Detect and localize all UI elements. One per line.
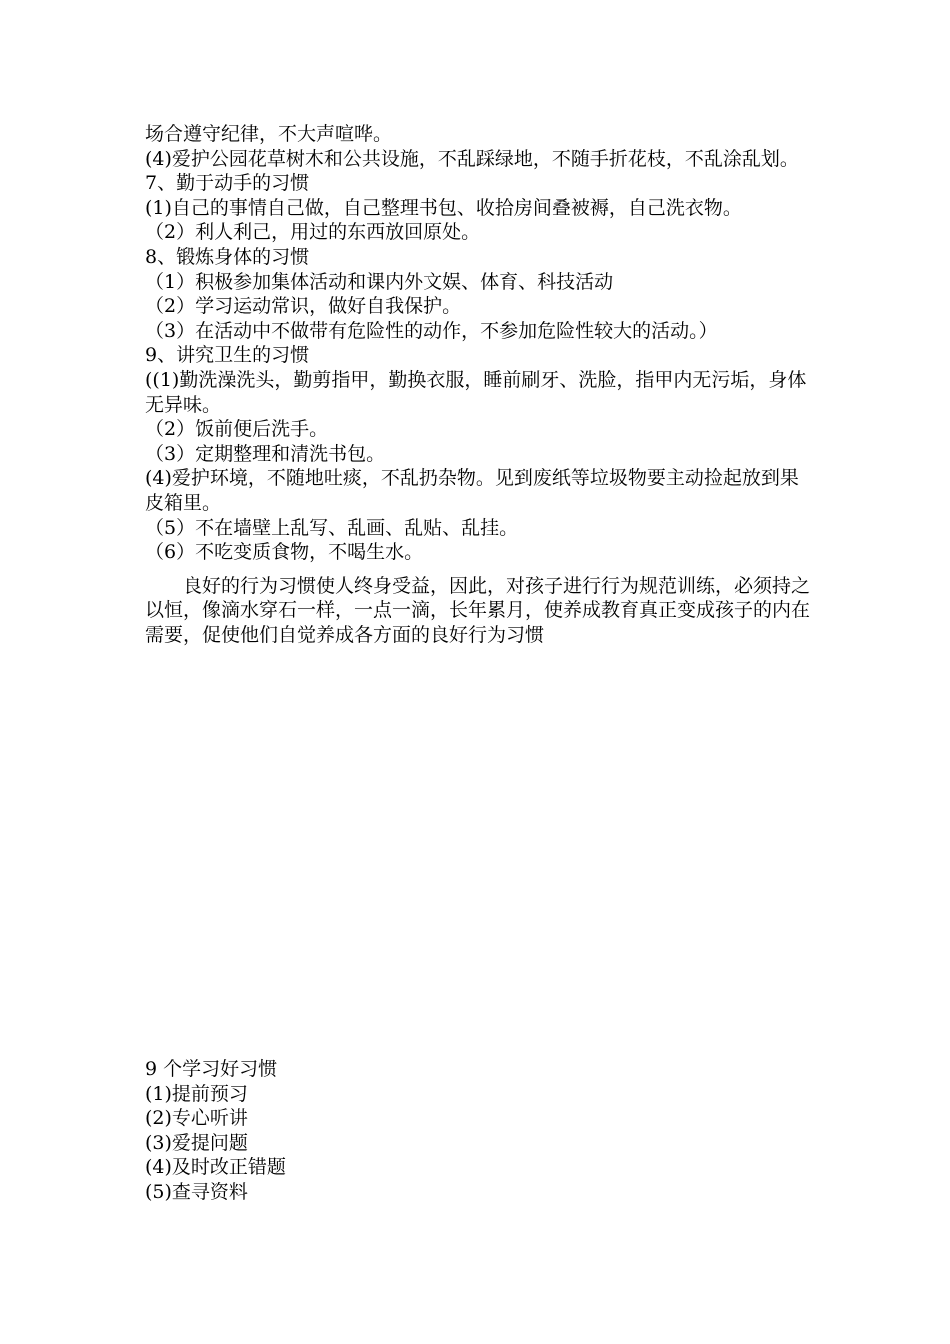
closing-paragraph: 良好的行为习惯使人终身受益，因此，对孩子进行行为规范训练，必须持之以恒，像滴水穿石一样，一点一滴，长年累月，使养成教育真正变成孩子的内在需要，促使他们自觉养成各方面的良好行为习惯 — [145, 574, 811, 646]
text-line: ((1)勤洗澡洗头，勤剪指甲，勤换衣服，睡前刷牙、洗脸，指甲内无污垢，身体无异味。 — [145, 368, 807, 416]
text-line: （2）学习运动常识，做好自我保护。 — [145, 295, 462, 318]
study-habits-list — [145, 1057, 545, 1205]
list-item: (3)爱提问题 — [145, 1131, 248, 1154]
text-line: (1)自己的事情自己做，自己整理书包、收拾房间叠被褥，自己洗衣物。 — [145, 196, 742, 219]
text-line: （2）利人利己，用过的东西放回原处。 — [145, 221, 481, 244]
text-line: （2）饭前便后洗手。 — [145, 418, 329, 441]
text-line: （5）不在墙壁上乱写、乱画、乱贴、乱挂。 — [145, 516, 519, 539]
text-line: （1）积极参加集体活动和课内外文娱、体育、科技活动 — [145, 270, 614, 293]
section-heading: 7、勤于动手的习惯 — [145, 172, 310, 195]
text-line: (4)爱护公园花草树木和公共设施，不乱踩绿地，不随手折花枝，不乱涂乱划。 — [145, 147, 799, 170]
list-item: (1)提前预习 — [145, 1082, 248, 1105]
text-line: （6）不吃变质食物，不喝生水。 — [145, 541, 424, 564]
text-line: 场合遵守纪律，不大声喧哗。 — [145, 123, 393, 145]
text-line: （3）在活动中不做带有危险性的动作，不参加危险性较大的活动。） — [145, 319, 718, 342]
section-heading: 8、锻炼身体的习惯 — [145, 245, 310, 268]
section-heading: 9、讲究卫生的习惯 — [145, 344, 310, 367]
habits-text-block — [145, 122, 813, 647]
text-line: （3）定期整理和清洗书包。 — [145, 442, 386, 465]
text-line: (4)爱护环境，不随地吐痰，不乱扔杂物。见到废纸等垃圾物要主动捡起放到果皮箱里。 — [145, 467, 799, 514]
list-item: (5)查寻资料 — [145, 1180, 248, 1203]
list-item: (4)及时改正错题 — [145, 1156, 286, 1179]
study-habits-title: 9 个学习好习惯 — [145, 1058, 278, 1080]
list-item: (2)专心听讲 — [145, 1107, 248, 1130]
